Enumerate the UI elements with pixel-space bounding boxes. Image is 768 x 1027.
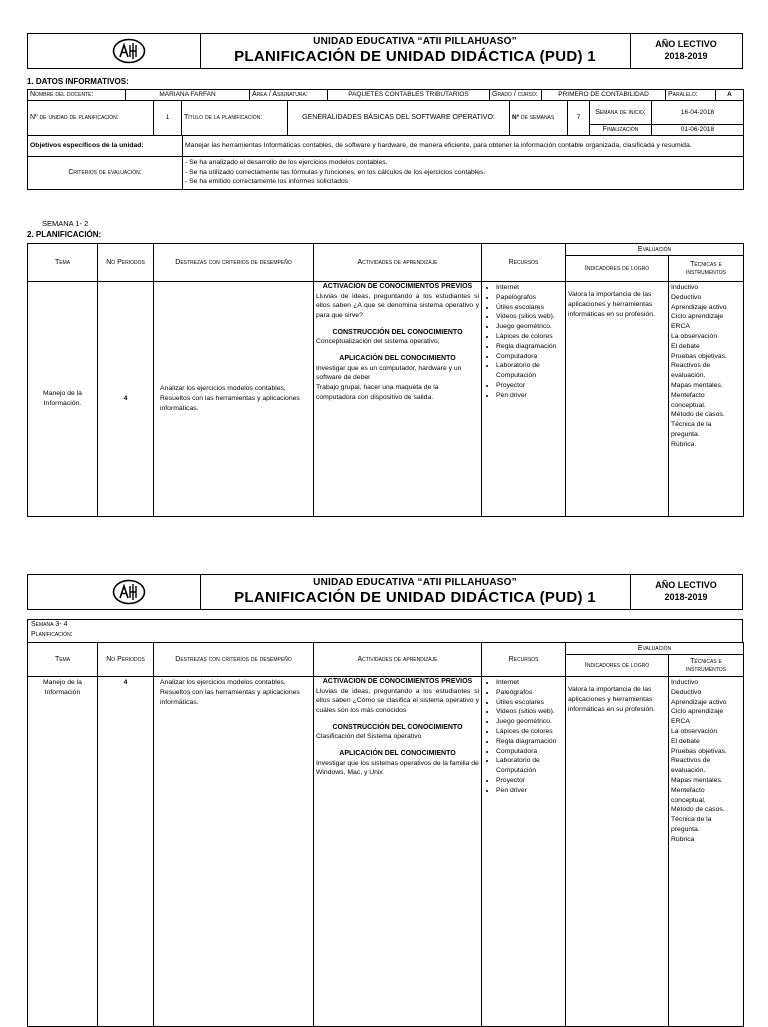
col-tema: Tema bbox=[28, 643, 98, 677]
start-label: Semana de inicio: bbox=[590, 101, 652, 125]
list-item: • Regla diagramación bbox=[496, 737, 563, 747]
destrezas-cell: Analizar los ejercicios modelos contables, Resueltos con las herramientas y aplicaciones informáticas. bbox=[154, 282, 314, 517]
list-item: Pruebas objetivas. bbox=[671, 747, 727, 755]
document-header-1 bbox=[27, 33, 743, 69]
parallel-label: Paralelo: bbox=[666, 90, 716, 101]
list-item: Técnica de la pregunta. bbox=[671, 816, 712, 833]
header-titles bbox=[200, 575, 631, 609]
col-tecnicas: Técnicas e instrumentos bbox=[669, 655, 744, 677]
school-name: UNIDAD EDUCATIVA “ATII PILLAHUASO” bbox=[313, 36, 517, 47]
teacher-label: Nombre del docente: bbox=[28, 90, 126, 101]
list-item: • Lápices de colores bbox=[496, 727, 563, 737]
criteria-item: - Se ha analizado el desarrollo de los ejercicios modelos contables. bbox=[185, 159, 388, 166]
col-indicadores: Indicadores de logro bbox=[566, 655, 669, 677]
col-evaluacion: Evaluación bbox=[566, 643, 744, 655]
list-item: La observación bbox=[671, 727, 718, 735]
list-item: • Pen driver bbox=[496, 786, 563, 796]
weeks-value: 7 bbox=[568, 101, 590, 136]
grade-label: Grado / curso: bbox=[490, 90, 542, 101]
list-item: Ciclo aprendizaje ERCA bbox=[671, 313, 724, 331]
list-item: Mentefacto conceptual. bbox=[671, 786, 706, 804]
resources-list bbox=[484, 678, 563, 796]
list-item: • Útiles escolares bbox=[496, 303, 563, 313]
list-item: • Videos (sitios web). bbox=[496, 312, 563, 322]
col-periodos: No Periodos bbox=[98, 244, 154, 282]
list-item: • Proyector bbox=[496, 776, 563, 786]
col-destrezas: Destrezas con criterios de desempeño bbox=[154, 244, 314, 282]
tecnicas-cell bbox=[669, 677, 744, 1027]
document-title: PLANIFICACIÓN DE UNIDAD DIDÁCTICA (PUD) 1 bbox=[234, 589, 596, 606]
list-item: Aprendizaje activo bbox=[671, 303, 727, 311]
list-item: • Útiles escolares bbox=[496, 698, 563, 708]
actividades-cell bbox=[314, 282, 482, 517]
list-item: • Pen driver bbox=[496, 391, 563, 401]
resources-list bbox=[484, 283, 563, 401]
activity-text: Investigar que es un computador, hardware y un software de deber bbox=[316, 364, 462, 382]
criteria-item: - Se ha utilizado correctamente las fórmulas y funciones, en los cálculos de los ejercicios contables. bbox=[185, 168, 486, 176]
document-header-2 bbox=[27, 574, 743, 610]
col-periodos: No Periodos bbox=[98, 643, 154, 677]
logo-cell bbox=[28, 34, 201, 68]
school-year bbox=[630, 575, 742, 613]
list-item: Mapas mentales. bbox=[671, 381, 723, 389]
list-item: Técnica de la pregunta. bbox=[671, 421, 712, 438]
list-item: • Papelógrafos bbox=[496, 293, 563, 303]
unit-number-label: Nº de unidad de planificación: bbox=[28, 101, 154, 136]
activity-text: Conceptualización del sistema operativo, bbox=[316, 338, 440, 346]
col-tecnicas: Técnicas e instrumentos bbox=[669, 256, 744, 282]
periodos-cell: 4 bbox=[98, 282, 154, 517]
tema-cell: Manejo de la Información bbox=[28, 677, 98, 1027]
list-item: Pruebas objetivas. bbox=[671, 352, 727, 360]
end-value: 01-06-2018 bbox=[652, 125, 744, 136]
criteria-list bbox=[183, 157, 744, 190]
activity-heading: CONSTRUCCIÓN DEL CONOCIMIENTO bbox=[332, 723, 463, 731]
unit-info-table bbox=[27, 100, 744, 136]
objectives-table bbox=[27, 135, 744, 190]
recursos-cell bbox=[482, 282, 566, 517]
list-item: Inductivo bbox=[671, 284, 699, 291]
start-value: 16-04-2018 bbox=[652, 101, 744, 125]
activity-heading: APLICACIÓN DEL CONOCIMIENTO bbox=[339, 750, 456, 758]
destrezas-cell: Analizar los ejercicios modelos contables, Resueltos con las herramientas y aplicaciones informáticas. bbox=[154, 677, 314, 1027]
criteria-label: Criterios de evaluación: bbox=[28, 157, 183, 190]
list-item: Deductivo bbox=[671, 293, 702, 301]
col-destrezas: Destrezas con criterios de desempeño bbox=[154, 643, 314, 677]
list-item: • Proyector bbox=[496, 381, 563, 391]
planning-table-2 bbox=[27, 642, 744, 1027]
weeks-label: Nº de semanas bbox=[510, 101, 568, 136]
list-item: Deductivo bbox=[671, 688, 702, 696]
list-item: La observación bbox=[671, 332, 718, 340]
list-item: Aprendizaje activo bbox=[671, 698, 727, 706]
activity-text: Lluvias de ideas, preguntando a los estudiantes si ellos saben ¿Cómo se clasifica el sistema operativo y cuáles son los más conocidos bbox=[316, 687, 479, 715]
document-title: PLANIFICACIÓN DE UNIDAD DIDÁCTICA (PUD) 1 bbox=[234, 48, 596, 65]
indicadores-cell: Valora la importancia de las aplicaciones y herramientas informáticas en su profesión. bbox=[566, 282, 669, 517]
teacher-value: MARIANA FARFAN bbox=[126, 90, 250, 101]
year-value: 2018-2019 bbox=[664, 592, 708, 602]
list-item: • Computadora bbox=[496, 352, 563, 362]
section-heading-datos: 1. DATOS INFORMATIVOS: bbox=[27, 77, 129, 86]
school-logo-icon bbox=[112, 579, 146, 605]
list-item: Método de casos. bbox=[671, 806, 725, 814]
plan-title-value: GENERALIDADES BÁSICAS DEL SOFTWARE OPERATIVO: bbox=[288, 101, 510, 136]
list-item: Inductivo bbox=[671, 679, 699, 686]
list-item: Reactivos de evaluación. bbox=[671, 362, 711, 380]
area-value: PAQUETES CONTABLES TRIBUTARIOS bbox=[328, 90, 490, 101]
week-label-2: Semana 3- 4 bbox=[31, 621, 68, 628]
list-item: • Internet bbox=[496, 283, 563, 293]
recursos-cell bbox=[482, 677, 566, 1027]
week-label-1: SEMANA 1- 2 bbox=[42, 219, 89, 228]
list-item: • Juego geométrico. bbox=[496, 717, 563, 727]
objectives-label: Objetivos específicos de la unidad: bbox=[28, 136, 183, 157]
list-item: • Regla diagramación bbox=[496, 342, 563, 352]
unit-number-value: 1 bbox=[154, 101, 182, 136]
section-heading-planificacion-2: Planificación: bbox=[31, 631, 73, 638]
grade-value: PRIMERO DE CONTABILIDAD bbox=[542, 90, 666, 101]
list-item: Rúbrica. bbox=[671, 440, 697, 448]
col-actividades: Actividades de aprendizaje bbox=[314, 244, 482, 282]
col-actividades: Actividades de aprendizaje bbox=[314, 643, 482, 677]
week-box-2 bbox=[27, 619, 743, 642]
activity-text: Investigar que los sistemas operativos de la familia de Windows, Mac, y Unix bbox=[316, 759, 479, 777]
actividades-cell bbox=[314, 677, 482, 1027]
activity-heading: APLICACIÓN DEL CONOCIMIENTO bbox=[339, 355, 456, 363]
criteria-item: - Se ha emitido correctamente los informes solicitados bbox=[185, 178, 349, 185]
col-indicadores: Indicadores de logro bbox=[566, 256, 669, 282]
activity-heading: ACTIVACIÓN DE CONOCIMIENTOS PREVIOS bbox=[322, 678, 473, 685]
end-label: Finalización bbox=[590, 125, 652, 136]
list-item: • Internet bbox=[496, 678, 563, 688]
school-logo-icon bbox=[112, 38, 146, 64]
area-label: Área / Asignatura: bbox=[250, 90, 328, 101]
list-item: • Computadora bbox=[496, 747, 563, 757]
list-item: Ciclo aprendizaje ERCA bbox=[671, 708, 724, 726]
logo-cell bbox=[28, 575, 201, 609]
list-item: El debate bbox=[671, 737, 700, 745]
school-name: UNIDAD EDUCATIVA “ATII PILLAHUASO” bbox=[313, 577, 517, 588]
school-year bbox=[630, 34, 742, 72]
activity-heading: ACTIVACIÓN DE CONOCIMIENTOS PREVIOS bbox=[322, 283, 473, 290]
activity-text: Trabajo grupal, hacer una maqueta de la computadora con dispositivo de salida. bbox=[316, 384, 439, 402]
periodos-cell: 4 bbox=[98, 677, 154, 1027]
list-item: • Lápices de colores bbox=[496, 332, 563, 342]
col-recursos: Recursos bbox=[482, 643, 566, 677]
list-item: • Juego geométrico. bbox=[496, 322, 563, 332]
list-item: • Paleógrafos bbox=[496, 688, 563, 698]
tecnicas-cell bbox=[669, 282, 744, 517]
year-value: 2018-2019 bbox=[664, 51, 708, 61]
activity-heading: CONSTRUCCIÓN DEL CONOCIMIENTO bbox=[332, 328, 463, 336]
activity-text: Lluvias de ideas, preguntando a los estudiantes si ellos saben ¿A que se denomina sistema operativo y para que sirve? bbox=[316, 292, 479, 320]
parallel-value: A bbox=[716, 90, 744, 101]
col-tema: Tema bbox=[28, 244, 98, 282]
col-evaluacion: Evaluación bbox=[566, 244, 744, 256]
year-label: AÑO LECTIVO bbox=[655, 580, 717, 590]
list-item: Reactivos de evaluación. bbox=[671, 757, 711, 775]
list-item: El debate bbox=[671, 342, 700, 350]
section-heading-planificacion: 2. PLANIFICACIÓN: bbox=[27, 230, 102, 239]
plan-title-label: Título de la planificación: bbox=[182, 101, 288, 136]
activity-text: Clasificación del Sistema operativo bbox=[316, 733, 422, 741]
indicadores-cell: Valora la importancia de las aplicaciones y herramientas informáticas en su profesión. bbox=[566, 677, 669, 1027]
year-label: AÑO LECTIVO bbox=[655, 39, 717, 49]
list-item: Mapas mentales. bbox=[671, 776, 723, 784]
list-item: Rúbrica bbox=[671, 835, 695, 843]
col-recursos: Recursos bbox=[482, 244, 566, 282]
list-item: • Videos (sitios web). bbox=[496, 707, 563, 717]
header-titles bbox=[200, 34, 631, 68]
list-item: • Laboratorio de Computación bbox=[496, 756, 563, 776]
list-item: Método de casos. bbox=[671, 411, 725, 419]
objectives-value: Manejar las herramientas Informáticas contables, de software y hardware, de manera eficiente, para obtener la información contable organizada, clasificada y resumida. bbox=[183, 136, 744, 157]
list-item: Mentefacto conceptual. bbox=[671, 391, 706, 409]
tema-cell: Manejo de la Información. bbox=[28, 282, 98, 517]
list-item: • Laboratorio de Computación bbox=[496, 361, 563, 381]
planning-table-1 bbox=[27, 243, 744, 517]
